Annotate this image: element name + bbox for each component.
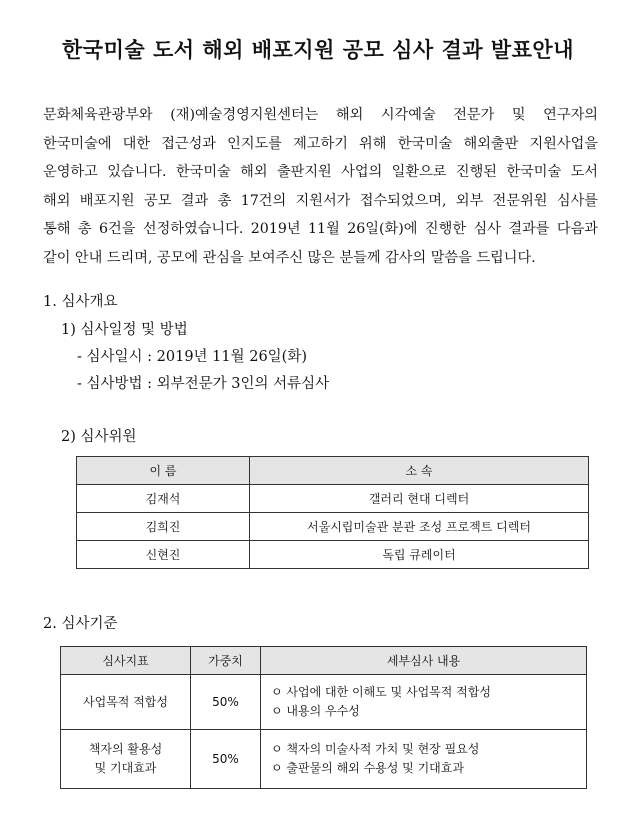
section2-heading: 2. 심사기준 xyxy=(43,616,118,632)
column-header-details: 세부심사 내용 xyxy=(261,647,587,675)
criterion-cell xyxy=(61,730,191,789)
section1-heading: 1. 심사개요 xyxy=(43,294,118,310)
table-row xyxy=(77,485,589,513)
detail-item: ㅇ 출판물의 해외 수용성 및 기대효과 xyxy=(271,761,464,775)
table-row xyxy=(77,541,589,569)
table-row xyxy=(61,675,587,730)
schedule-method: - 심사방법 : 외부전문가 3인의 서류심사 xyxy=(77,376,330,392)
judge-name: 김재석 xyxy=(77,485,250,513)
column-header-name: 이 름 xyxy=(77,457,250,485)
criterion-text: 사업목적 적합성 xyxy=(83,694,168,709)
criteria-table-header xyxy=(61,647,587,675)
criterion-text: 책자의 활용성 xyxy=(88,742,163,756)
weight-cell: 50% xyxy=(191,730,261,789)
detail-item: ㅇ 내용의 우수성 xyxy=(271,704,360,718)
table-row xyxy=(61,730,587,789)
judge-name: 신현진 xyxy=(77,541,250,569)
criteria-table xyxy=(60,646,587,789)
schedule-date: - 심사일시 : 2019년 11월 26일(화) xyxy=(77,349,308,365)
detail-item: ㅇ 사업에 대한 이해도 및 사업목적 적합성 xyxy=(271,685,491,699)
judge-affiliation: 독립 큐레이터 xyxy=(250,541,589,569)
schedule-heading: 1) 심사일정 및 방법 xyxy=(61,322,188,338)
judges-table-header xyxy=(77,457,589,485)
details-cell xyxy=(261,675,587,730)
judge-affiliation: 서울시립미술관 분관 조성 프로젝트 디렉터 xyxy=(250,513,589,541)
page-title: 한국미술 도서 해외 배포지원 공모 심사 결과 발표안내 xyxy=(62,38,574,62)
judge-affiliation: 갤러리 현대 디렉터 xyxy=(250,485,589,513)
judges-heading: 2) 심사위원 xyxy=(61,429,137,445)
intro-line: 해외 배포지원 공모 결과 총 17건의 지원서가 접수되었으며, 외부 전문위원 심사를 xyxy=(43,192,598,209)
intro-line: 운영하고 있습니다. 한국미술 해외 출판지원 사업의 일환으로 진행된 한국미술 도서 xyxy=(43,164,598,181)
table-row xyxy=(77,513,589,541)
column-header-weight: 가중치 xyxy=(191,647,261,675)
intro-line: 문화체육관광부와 (재)예술경영지원센터는 해외 시각예술 전문가 및 연구자의 xyxy=(43,107,598,123)
weight-cell: 50% xyxy=(191,675,261,730)
criterion-text: 및 기대효과 xyxy=(94,761,157,775)
column-header-affiliation: 소 속 xyxy=(250,457,589,485)
intro-line: 한국미술에 대한 접근성과 인지도를 제고하기 위해 한국미술 해외출판 지원사업을 xyxy=(43,135,598,152)
judges-table xyxy=(76,456,589,569)
intro-line: 통해 총 6건을 선정하였습니다. 2019년 11월 26일(화)에 진행한 심사 결과를 다음과 xyxy=(43,221,598,238)
column-header-criterion: 심사지표 xyxy=(61,647,191,675)
detail-item: ㅇ 책자의 미술사적 가치 및 현장 필요성 xyxy=(271,742,480,756)
intro-paragraph xyxy=(43,101,598,273)
details-cell xyxy=(261,730,587,789)
criterion-cell xyxy=(61,675,191,730)
judge-name: 김희진 xyxy=(77,513,250,541)
intro-line: 같이 안내 드리며, 공모에 관심을 보여주신 많은 분들께 감사의 말씀을 드립니다. xyxy=(43,249,536,266)
